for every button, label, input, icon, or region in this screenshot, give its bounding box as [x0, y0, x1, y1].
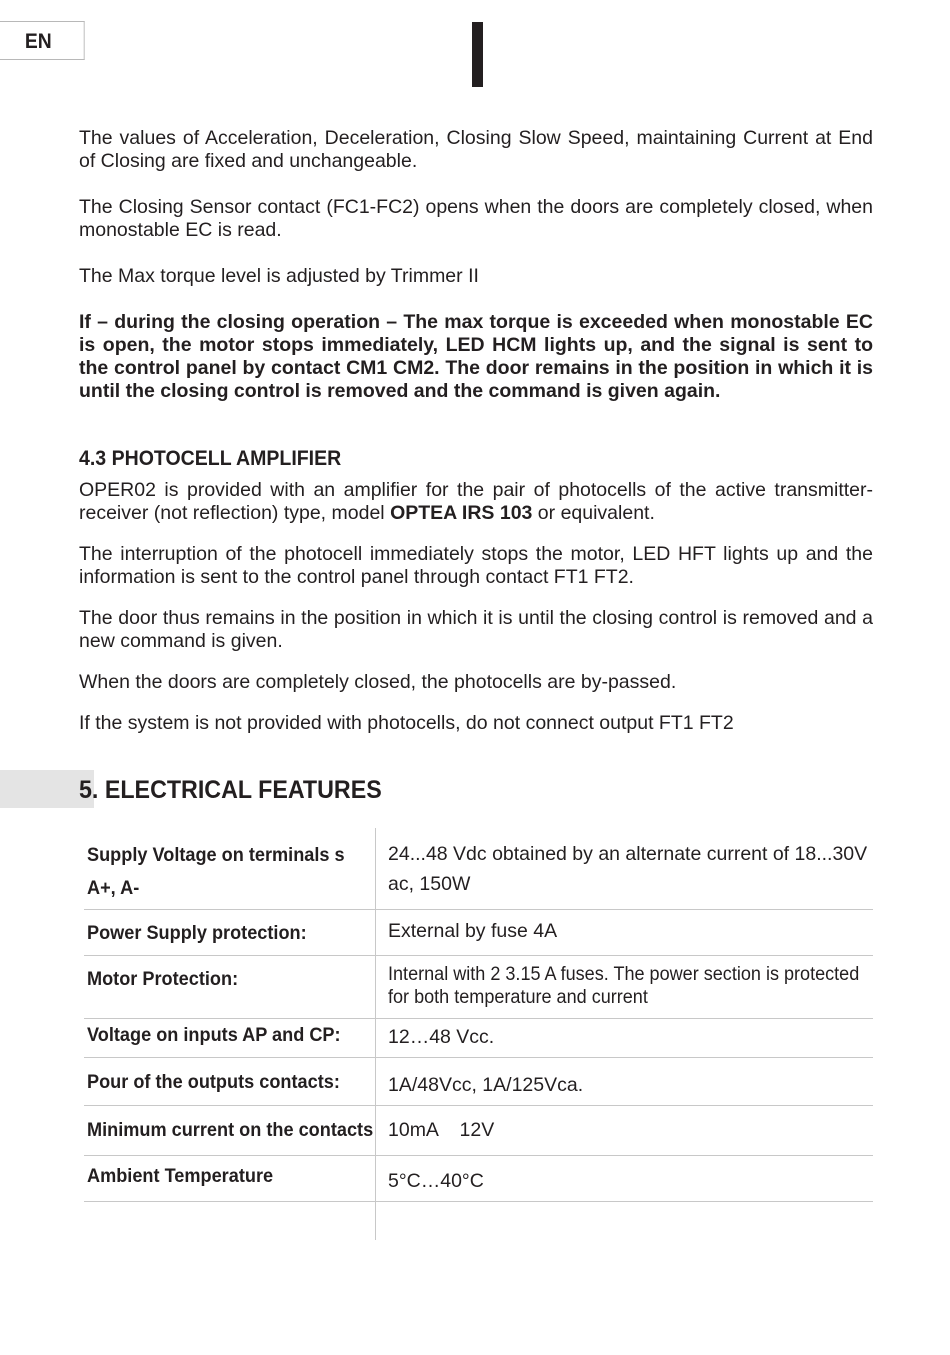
table-row	[84, 910, 873, 956]
table-row	[84, 956, 873, 1019]
table-row	[84, 828, 873, 910]
spec-label: Power Supply protection:	[87, 922, 307, 944]
paragraph-closing-sensor: The Closing Sensor contact (FC1-FC2) opens when the doors are completely closed, when monostable EC is read.	[79, 196, 873, 241]
paragraph-door-remains: The door thus remains in the position in which it is until the closing control is removed and a new command is given.	[79, 607, 873, 652]
spec-value: 1A/48Vcc, 1A/125Vca.	[388, 1074, 584, 1096]
paragraph-max-torque: The Max torque level is adjusted by Trimmer II	[79, 265, 479, 287]
heading-photocell-amplifier: 4.3 PHOTOCELL AMPLIFIER	[79, 447, 342, 470]
photocell-model: OPTEA IRS 103	[390, 502, 533, 524]
paragraph-no-photocells: If the system is not provided with photocells, do not connect output FT1 FT2	[79, 712, 734, 734]
spec-value: External by fuse 4A	[388, 920, 558, 942]
spec-label: Supply Voltage on terminals s A+, A-	[87, 844, 345, 899]
spec-value: 10mA 12V	[388, 1119, 495, 1141]
spec-label: Ambient Temperature	[87, 1165, 274, 1187]
spec-label: Minimum current on the contacts	[87, 1119, 374, 1141]
language-tab: EN	[0, 21, 85, 60]
spec-value: 24...48 Vdc obtained by an alternate current of 18...30V ac, 150W	[388, 843, 868, 895]
spec-label: Voltage on inputs AP and CP:	[87, 1024, 341, 1046]
page-content	[79, 127, 873, 753]
spec-value: Internal with 2 3.15 A fuses. The power section is protected for both temperature and current	[388, 964, 860, 1008]
paragraph-bypassed: When the doors are completely closed, the photocells are by-passed.	[79, 671, 677, 693]
paragraph-interruption: The interruption of the photocell immediately stops the motor, LED HFT lights up and the information is sent to the control panel through contact FT1 FT2.	[79, 543, 873, 588]
spec-label: Pour of the outputs contacts:	[87, 1071, 340, 1093]
heading-electrical-features: 5. ELECTRICAL FEATURES	[79, 776, 382, 804]
paragraph-amplifier	[79, 479, 873, 525]
paragraph-fixed-values: The values of Acceleration, Deceleration, Closing Slow Speed, maintaining Current at End of Closing are fixed and unchangeable.	[79, 127, 873, 172]
paragraph-torque-warning: If – during the closing operation – The max torque is exceeded when monostable EC is open, the motor stops immediately, LED HCM lights up, and the signal is sent to the control panel by contact CM1 CM2. The door remains in the position in which it is until the closing control is removed and the command is given again.	[79, 311, 873, 402]
amplifier-text-end: or equivalent.	[532, 502, 655, 524]
table-row	[84, 1058, 873, 1106]
amplifier-text-start: OPER02 is provided with an amplifier for the pair of photocells of the active transmitter-receiver (not reflection) type, model	[79, 479, 873, 524]
table-row	[84, 1106, 873, 1156]
spec-value: 12…48 Vcc.	[388, 1026, 495, 1048]
spec-value: 5°C…40°C	[388, 1170, 484, 1192]
table-row	[84, 1156, 873, 1202]
page-marker-bar	[472, 22, 483, 87]
table-row	[84, 1019, 873, 1058]
spec-label: Motor Protection:	[87, 968, 239, 990]
